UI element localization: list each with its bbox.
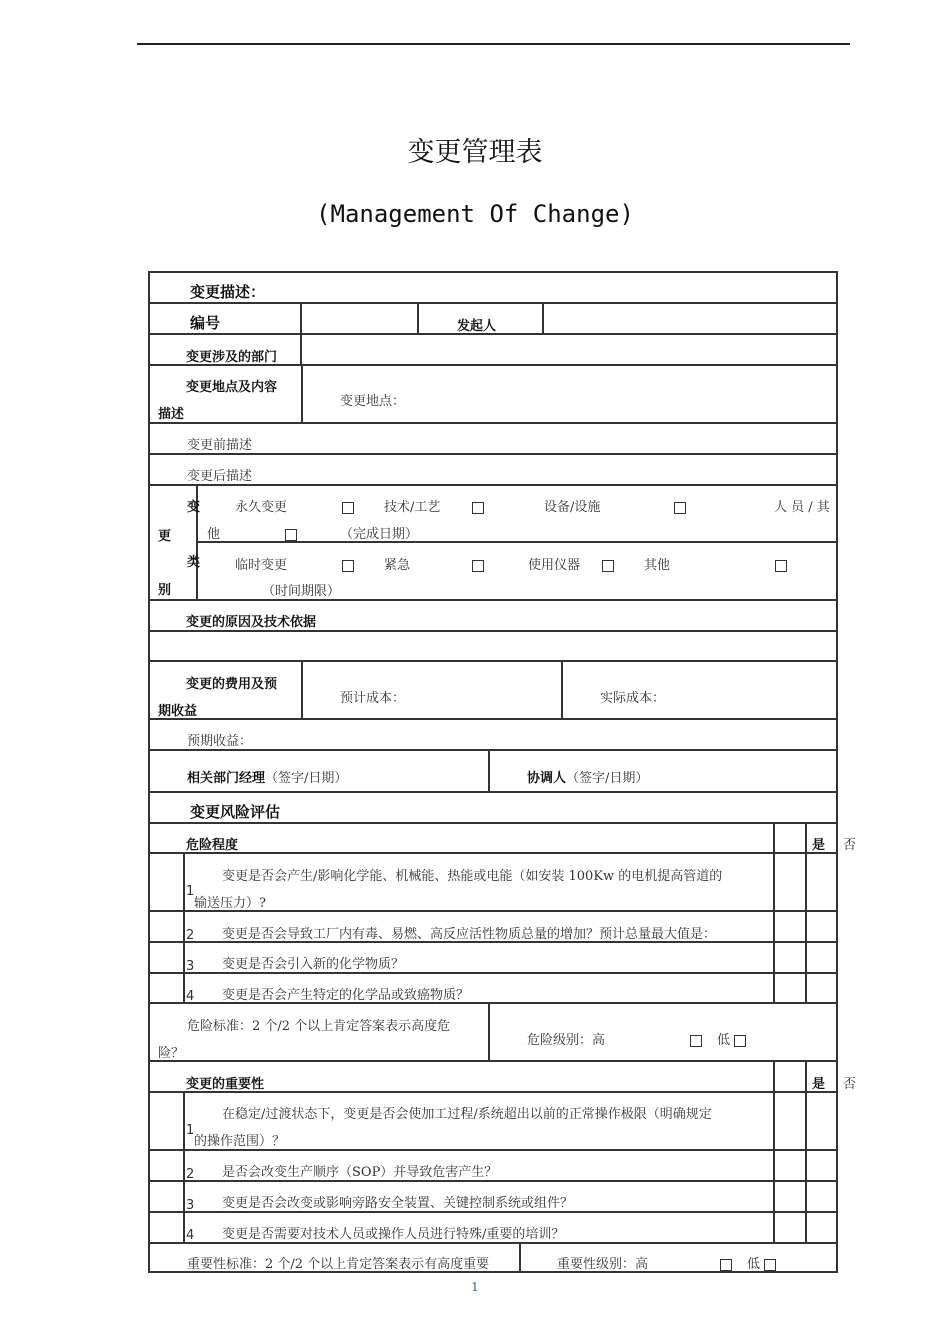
dept-manager-signature — [187, 771, 347, 787]
hazard-item-text: 变更是否会引入新的化学物质？ — [222, 957, 405, 972]
hazard-low-checkbox[interactable] — [734, 1035, 746, 1047]
hazard-low-label: 低 — [717, 1033, 731, 1048]
equipment-label: 设备/设施 — [544, 500, 601, 515]
temporary-checkbox[interactable] — [342, 560, 354, 572]
coordinator-sign-date: （签字/日期） — [566, 771, 649, 786]
page-number: 1 — [471, 1280, 479, 1294]
coordinator-label: 协调人 — [527, 771, 567, 786]
tech-process-checkbox[interactable] — [472, 502, 484, 514]
dept-manager-sign-date: （签字/日期） — [265, 771, 348, 786]
dept-manager-label: 相关部门经理 — [187, 771, 266, 786]
hazard-no-header: 否 — [843, 838, 857, 853]
location-content-label-2: 描述 — [158, 407, 185, 422]
importance-item-text: 在稳定/过渡状态下，变更是否会使加工过程/系统超出以前的正常操作极限（明确规定 — [222, 1107, 712, 1122]
permanent-checkbox[interactable] — [342, 502, 354, 514]
hazard-item-num: 3 — [186, 959, 195, 974]
importance-high-checkbox[interactable] — [720, 1259, 732, 1271]
urgent-checkbox[interactable] — [472, 560, 484, 572]
expected-benefit-label: 预期收益： — [187, 734, 253, 749]
hazard-high-checkbox[interactable] — [690, 1035, 702, 1047]
importance-item-num: 3 — [186, 1198, 195, 1213]
reason-field[interactable] — [151, 633, 835, 659]
hazard-criteria: 危险标准：2 个/2 个以上肯定答案表示高度危 — [187, 1019, 451, 1034]
equipment-checkbox[interactable] — [674, 502, 686, 514]
before-description-label: 变更前描述 — [187, 438, 253, 453]
category-char-1: 变 — [187, 500, 201, 515]
hazard-item-num: 2 — [186, 928, 195, 943]
importance-criteria: 重要性标准：2 个/2 个以上肯定答案表示有高度重要 — [187, 1257, 490, 1272]
importance-item-num: 1 — [186, 1123, 195, 1138]
time-period-label: （时间期限） — [262, 584, 341, 599]
importance-no-header: 否 — [843, 1077, 857, 1092]
importance-level-label: 重要性级别：高 — [557, 1257, 649, 1272]
hazard-item-num: 1 — [186, 884, 195, 899]
category-char-4: 别 — [158, 583, 172, 598]
after-description-label: 变更后描述 — [187, 469, 253, 484]
hazard-yes-header: 是 — [812, 838, 826, 853]
page-title: 变更管理表 — [407, 137, 543, 168]
location-field-label: 变更地点： — [340, 394, 406, 409]
hazard-item-text: 变更是否会产生/影响化学能、机械能、热能或电能（如安装 100Kw 的电机提高管道的 — [222, 869, 723, 884]
instrument-label: 使用仪器 — [528, 558, 581, 573]
departments-field[interactable] — [303, 336, 835, 363]
risk-section-title: 变更风险评估 — [190, 803, 281, 821]
temporary-other-checkbox[interactable] — [775, 560, 787, 572]
importance-header: 变更的重要性 — [186, 1077, 265, 1092]
importance-item-num: 2 — [186, 1167, 195, 1182]
personnel-label: 人 员 / 其 — [774, 500, 830, 515]
importance-item-text: 是否会改变生产顺序（SOP）并导致危害产生？ — [222, 1165, 498, 1180]
hazard-item-num: 4 — [186, 989, 195, 1004]
hazard-item-text: 变更是否会导致工厂内有毒、易燃、高反应活性物质总量的增加？预计总量最大值是： — [222, 927, 717, 942]
personnel-other-checkbox[interactable] — [285, 529, 297, 541]
hazard-criteria-cont: 险？ — [158, 1046, 185, 1061]
departments-label: 变更涉及的部门 — [186, 350, 278, 365]
category-char-2: 更 — [158, 529, 172, 544]
header-rule — [137, 43, 850, 45]
cost-label: 变更的费用及预 — [186, 677, 278, 692]
other-label-cont: 他 — [207, 527, 221, 542]
temporary-other-label: 其他 — [644, 558, 671, 573]
temporary-change-label: 临时变更 — [235, 558, 288, 573]
hazard-item-text: 变更是否会产生特定的化学品或致癌物质？ — [222, 988, 470, 1003]
page-subtitle: (Management Of Change) — [316, 200, 634, 228]
estimated-cost-label: 预计成本： — [340, 691, 406, 706]
hazard-level-label: 危险级别：高 — [527, 1033, 606, 1048]
permanent-change-label: 永久变更 — [235, 500, 288, 515]
reason-label: 变更的原因及技术依据 — [186, 615, 317, 630]
location-content-label: 变更地点及内容 — [186, 380, 278, 395]
initiator-label: 发起人 — [457, 319, 497, 334]
hazard-item-text-cont: 输送压力）? — [194, 896, 266, 911]
change-description-label: 变更描述： — [190, 283, 266, 301]
urgent-label: 紧急 — [384, 558, 411, 573]
importance-item-text-cont: 的操作范围）？ — [194, 1134, 286, 1149]
importance-item-num: 4 — [186, 1228, 195, 1243]
tech-process-label: 技术/工艺 — [384, 500, 441, 515]
category-char-3: 类 — [187, 555, 201, 570]
importance-item-text: 变更是否需要对技术人员或操作人员进行特殊/重要的培训？ — [222, 1227, 565, 1242]
importance-low-checkbox[interactable] — [764, 1259, 776, 1271]
number-label: 编号 — [190, 314, 221, 332]
number-field[interactable] — [303, 305, 416, 332]
completion-date-label: （完成日期） — [340, 527, 419, 542]
instrument-checkbox[interactable] — [602, 560, 614, 572]
hazard-header: 危险程度 — [186, 838, 239, 853]
initiator-field[interactable] — [545, 305, 835, 332]
coordinator-signature — [527, 771, 648, 787]
importance-low-label: 低 — [747, 1257, 761, 1272]
location-field[interactable] — [410, 370, 830, 418]
importance-yes-header: 是 — [812, 1077, 826, 1092]
importance-item-text: 变更是否会改变或影响旁路安全装置、关键控制系统或组件？ — [222, 1196, 574, 1211]
cost-label-2: 期收益 — [158, 704, 198, 719]
actual-cost-label: 实际成本： — [600, 691, 666, 706]
